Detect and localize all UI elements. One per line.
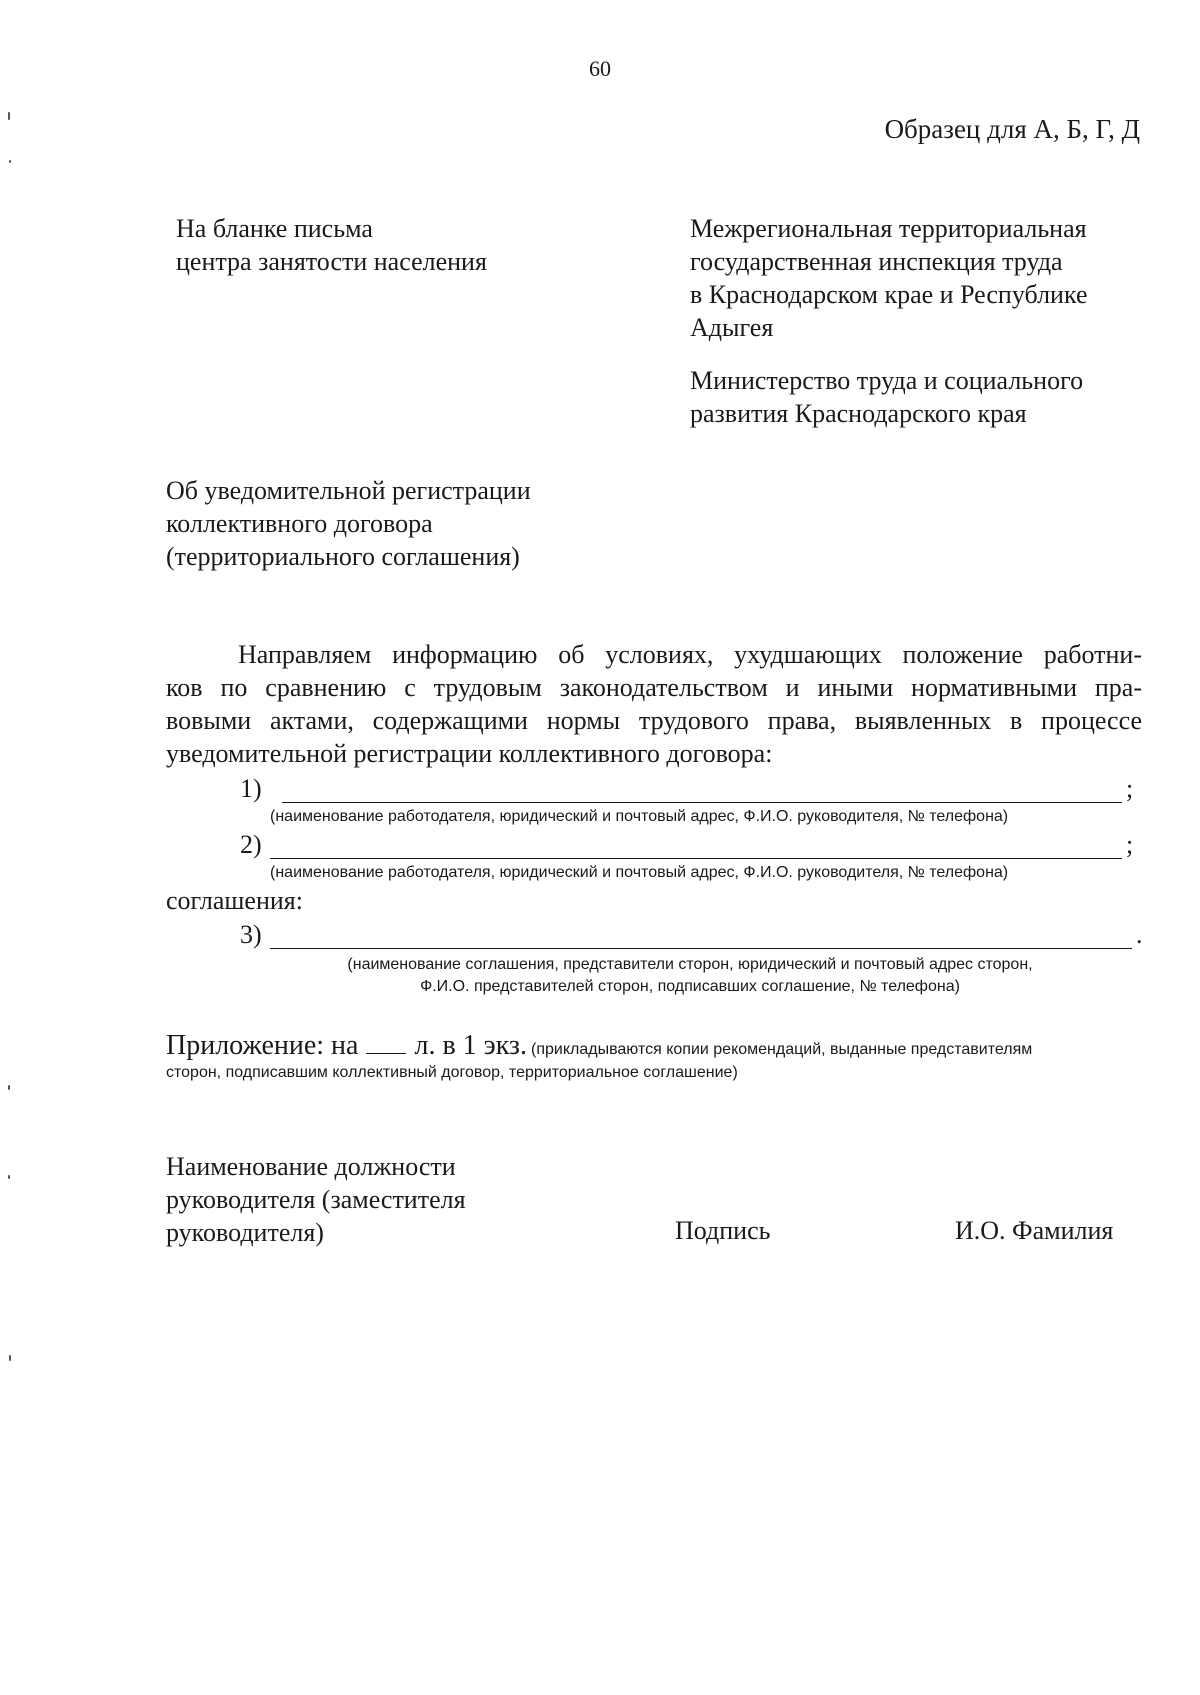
item-end-mark: . [1136, 920, 1143, 949]
appendix-note: (прикладываются копии рекомендаций, выданные представителям [531, 1041, 1033, 1058]
scan-speck [8, 1085, 10, 1090]
body-line: уведомительной регистрации коллективного договора: [166, 739, 773, 768]
ministry-line: Министерство труда и социального [690, 366, 1084, 395]
body-line: Направляем информацию об условиях, ухудшающих положение работни- [238, 640, 1142, 669]
item-number: 2) [240, 830, 262, 859]
page-number: 60 [589, 56, 611, 81]
scan-speck [8, 1175, 10, 1179]
body-line: ков по сравнению с трудовым законодательством и иными нормативными пра- [166, 673, 1142, 702]
agreements-label: соглашения: [166, 886, 303, 915]
appendix-label: Приложение: на [166, 1030, 359, 1061]
inspection-line: Адыгея [690, 313, 774, 342]
caption-line: Ф.И.О. представителей сторон, подписавших соглашение, № телефона) [420, 978, 960, 995]
fill-line [270, 948, 1132, 949]
item-number: 3) [240, 920, 262, 949]
ministry-line: развития Краснодарского края [690, 399, 1027, 428]
appendix-note: сторон, подписавшим коллективный договор, территориальное соглашение) [166, 1064, 738, 1081]
position-line: Наименование должности [166, 1152, 456, 1181]
item-2 [0, 830, 1200, 864]
item-caption: (наименование работодателя, юридический и почтовый адрес, Ф.И.О. руководителя, № телефона) [270, 864, 1009, 881]
inspection-line: в Краснодарском крае и Республике [690, 280, 1088, 309]
signer-position [166, 1150, 466, 1249]
subject-block [166, 474, 531, 573]
scan-speck [9, 1355, 11, 1361]
appendix-block [166, 1030, 1146, 1082]
signature-label: Подпись [675, 1216, 771, 1245]
fill-line [270, 858, 1122, 859]
item-end-mark: ; [1126, 830, 1134, 859]
letterhead-line: центра занятости населения [176, 247, 487, 276]
inspection-line: Межрегиональная территориальная [690, 214, 1087, 243]
name-label: И.О. Фамилия [955, 1216, 1114, 1245]
fill-line [282, 802, 1122, 803]
scan-speck [8, 112, 10, 120]
inspection-line: государственная инспекция труда [690, 247, 1063, 276]
appendix-suffix: л. в 1 экз. [414, 1030, 527, 1061]
item-end-mark: ; [1126, 774, 1134, 803]
scan-speck [9, 160, 11, 163]
sheet-count-blank [366, 1031, 406, 1054]
letterhead-line: На бланке письма [176, 214, 373, 243]
item-caption [270, 954, 1110, 998]
sample-note: Образец для А, Б, Г, Д [884, 114, 1140, 144]
subject-line: коллективного договора [166, 509, 433, 538]
letterhead-note [176, 212, 487, 278]
item-3 [0, 920, 1200, 954]
addressee-block [690, 212, 1087, 430]
item-number: 1) [240, 774, 262, 803]
caption-line: (наименование соглашения, представители сторон, юридический и почтовый адрес сторон, [347, 956, 1033, 973]
item-caption: (наименование работодателя, юридический и почтовый адрес, Ф.И.О. руководителя, № телефона) [270, 808, 1009, 825]
subject-line: (территориального соглашения) [166, 542, 520, 571]
position-line: руководителя (заместителя [166, 1185, 466, 1214]
item-1 [0, 774, 1200, 808]
subject-line: Об уведомительной регистрации [166, 476, 531, 505]
position-line: руководителя) [166, 1218, 324, 1247]
body-paragraph [166, 638, 1142, 770]
body-line: вовыми актами, содержащими нормы трудового права, выявленных в процессе [166, 706, 1142, 735]
